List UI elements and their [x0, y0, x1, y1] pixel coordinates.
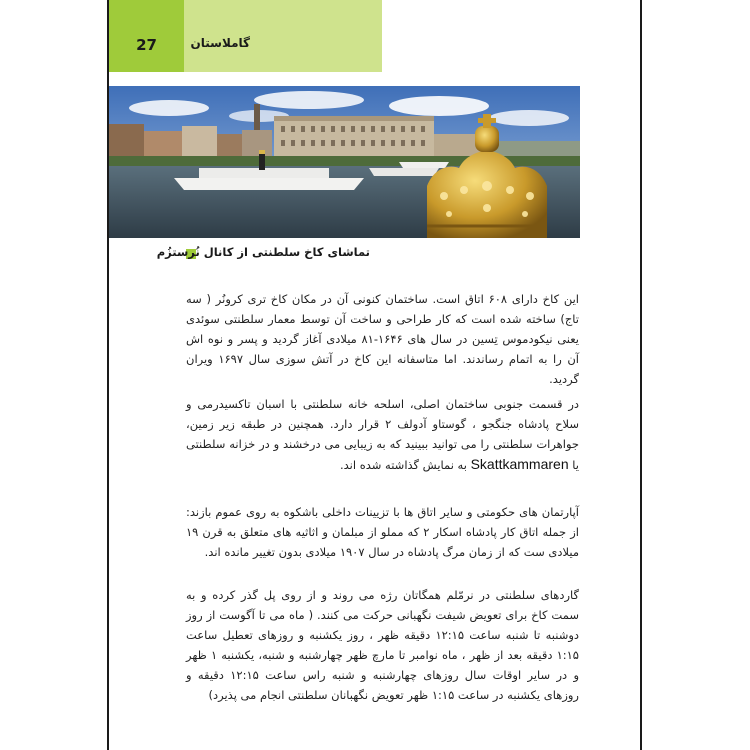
- royal-palace-photo-illustration: [109, 86, 580, 238]
- paragraph-armory-text-2: به نمایش گذاشته شده اند.: [339, 458, 471, 472]
- paragraph-history: این کاخ دارای ۶۰۸ اتاق است. ساختمان کنونی آن در مکان کاخ تری کرونُر ( سه تاج) ساخته شده است که کار طراحی و ساخت آن توسط معمار سلطنتی سوئدی یعنی نیکودموس تِسین در سال های ۱۶۴۶-۸۱ میلادی آغاز گردید و پسر و نوه اش آن را به اتمام رساندند. اما متاسفانه این کاخ در آتش سوزی سال ۱۶۹۷ ویران گردید.: [186, 292, 579, 386]
- paragraph-apartments: آپارتمان های حکومتی و سایر اتاق ها با تزیینات داخلی باشکوه به روی عموم بازند: از جمله اتاق کار پادشاه اسکار ۲ که مملو از مبلمان و اثاثیه های متعلق به قرن ۱۹ میلادی ست که از زمان مرگ پادشاه در سال ۱۹۰۷ میلادی بدون تغییر مانده اند.: [186, 505, 579, 559]
- chapter-title: گاملاستان: [190, 36, 250, 50]
- paragraph-armory: [186, 394, 579, 475]
- paragraph-royal-guards: گاردهای سلطنتی در نرمّلم همگاتان رژه می روند و از روی پل گذر کرده و به سمت کاخ برای تعویض شیفت نگهبانی حرکت می کنند. ( ماه می تا آگوست از روز دوشنبه تا شنبه ساعت ۱۲:۱۵ دقیقه ظهر ، روز یکشنبه و روزهای تعطیل ساعت ۱:۱۵ دقیقه بعد از ظهر ، ماه نوامبر تا مارچ ظهر چهارشنبه و شنبه، یکشنبه ۱ ظهر و در سایر اوقات سال روزهای چهارشنبه و شنبه راس ساعت ۱۲:۱۵ دقیقه و روزهای یکشنبه در ساعت ۱:۱۵ ظهر تعویض نگهبانان سلطنتی انجام می پذیرد): [186, 588, 580, 702]
- royal-palace-photo: [109, 86, 580, 238]
- page-number: 27: [136, 36, 157, 54]
- treasury-name: Skattkammaren: [470, 456, 569, 472]
- photo-caption: تماشای کاخ سلطنتی از کانال نُرستزُم: [156, 245, 370, 259]
- page-border-right: [640, 0, 642, 750]
- paragraph-armory-text-1: در قسمت جنوبی ساختمان اصلی، اسلحه خانه سلطنتی با اسبان تاکسیدرمی و سلاح پادشاه جنگجو ، گوستاو آدولف ۲ قرار دارد. همچنین در طبقه زیر زمین، جواهرات سلطنتی را می توانید ببینید که به زیبایی می درخشند و در خزانه سلطنتی یا: [186, 397, 579, 472]
